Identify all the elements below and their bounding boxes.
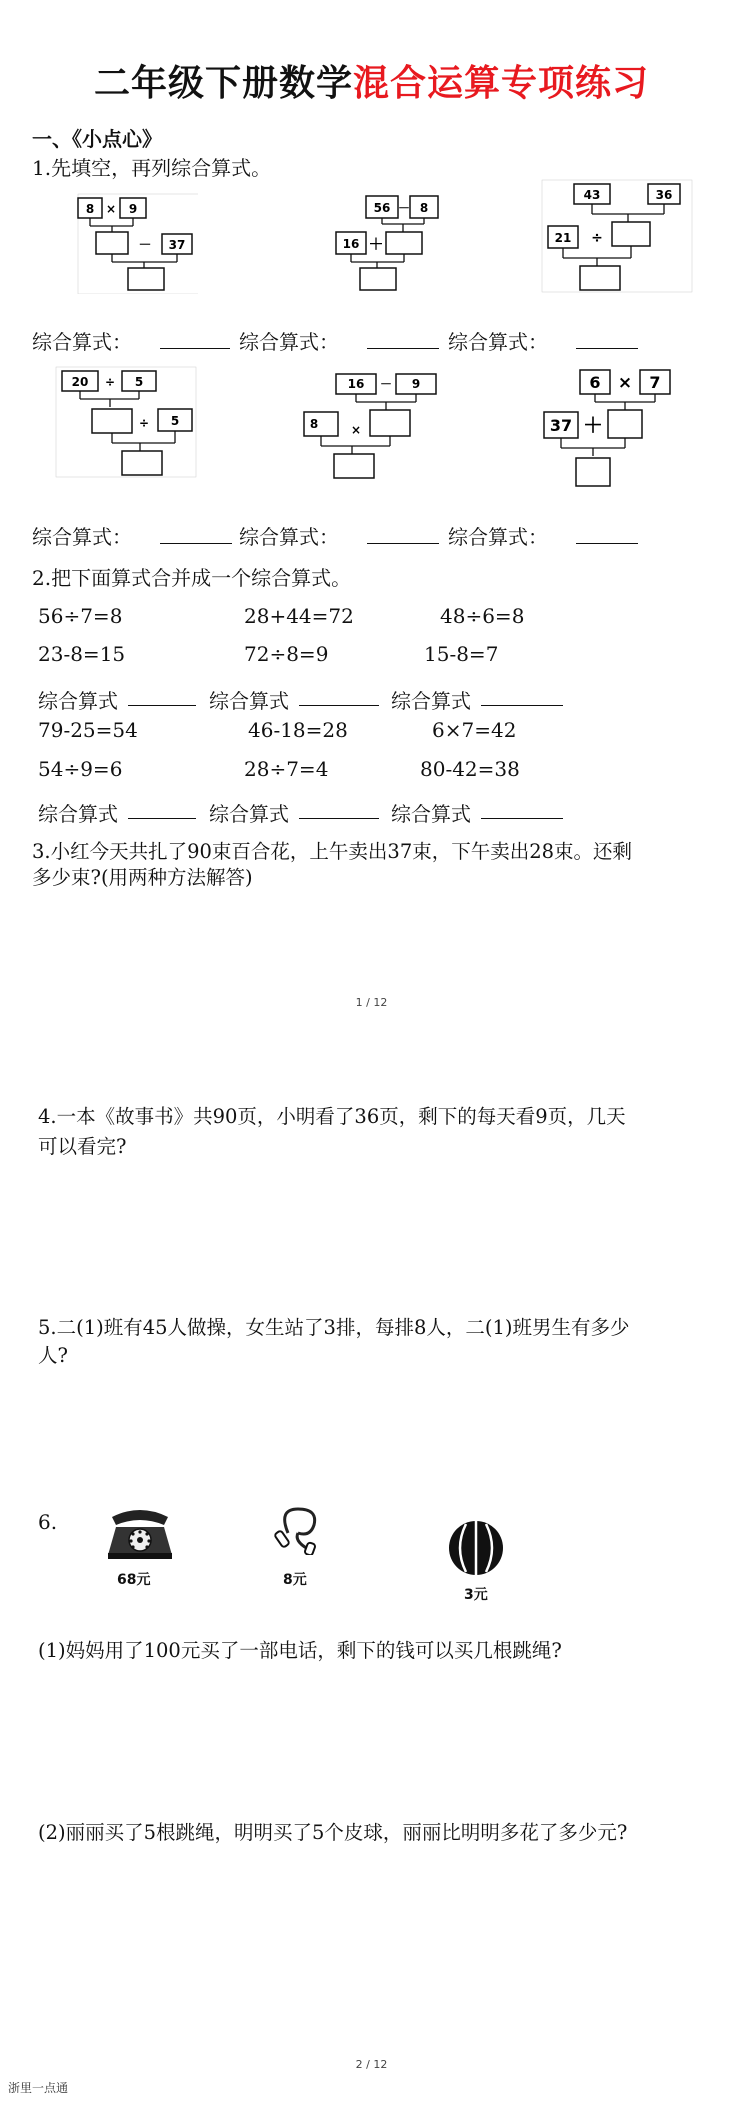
diagram-1	[58, 192, 198, 294]
q2-eq: 15-8=7	[424, 642, 499, 666]
q1-answer-label-2: 综合算式：	[239, 330, 339, 354]
q5-line2: 人?	[38, 1344, 68, 1367]
diagram-6	[540, 366, 680, 492]
q2-eq: 28÷7=4	[244, 757, 329, 781]
q2-eq: 56÷7=8	[38, 604, 123, 628]
diagram-6-op2: ＋	[583, 413, 603, 437]
diagram-5-op2: ×	[350, 423, 362, 437]
diagram-5-a: 16	[347, 377, 365, 391]
q2-eq: 72÷8=9	[244, 642, 329, 666]
diagram-6-c: 37	[549, 416, 573, 435]
diagram-1-a: 8	[85, 202, 95, 216]
q1-answer-label-3: 综合算式：	[448, 330, 548, 354]
diagram-5	[300, 370, 450, 480]
diagram-4-op2: ÷	[138, 416, 150, 430]
diagram-2-b: 8	[419, 201, 429, 215]
q2-answer-blank[interactable]	[128, 818, 196, 819]
diagram-6-a: 6	[589, 373, 601, 392]
q2-eq: 48÷6=8	[440, 604, 525, 628]
q3-line1: 3.小红今天共扎了90束百合花，上午卖出37束，下午卖出28束。还剩	[32, 840, 633, 863]
q1-answer-label-1: 综合算式：	[32, 330, 132, 354]
q2-answer-label: 综合算式	[209, 802, 289, 826]
q2-eq: 6×7=42	[432, 718, 517, 742]
q1-answer-blank-2[interactable]	[367, 348, 439, 349]
q1-answer-blank-4[interactable]	[160, 543, 232, 544]
title-black: 二年级下册数学	[93, 63, 353, 104]
telephone-icon	[102, 1505, 178, 1561]
q1-answer-blank-6[interactable]	[576, 543, 638, 544]
q2-eq: 23-8=15	[38, 642, 126, 666]
diagram-2	[330, 192, 470, 294]
diagram-4	[52, 365, 202, 479]
page-title	[0, 55, 743, 106]
diagram-2-a: 56	[373, 201, 391, 215]
q1-answer-label-5: 综合算式：	[239, 525, 339, 549]
section-heading: 一、《小点心》	[32, 127, 162, 151]
title-red: 混合运算专项练习	[353, 63, 650, 104]
diagram-3-a: 43	[583, 188, 601, 202]
q5-line1: 5.二(1)班有45人做操，女生站了3排，每排8人，二(1)班男生有多少	[38, 1316, 630, 1339]
q2-answer-blank[interactable]	[481, 705, 563, 706]
q3-line2: 多少束?(用两种方法解答)	[32, 866, 253, 889]
q2-answer-label: 综合算式	[38, 689, 118, 713]
q1-answer-label-6: 综合算式：	[448, 525, 548, 549]
diagram-1-op1: ×	[105, 202, 117, 216]
diagram-3-b: 36	[655, 188, 673, 202]
diagram-1-c: 37	[168, 238, 186, 252]
q6-number: 6.	[38, 1510, 58, 1534]
q4-line2: 可以看完?	[38, 1135, 127, 1158]
diagram-5-op1: －	[379, 377, 393, 391]
diagram-3-op2: ÷	[591, 230, 603, 246]
q2-answer-blank[interactable]	[128, 705, 196, 706]
diagram-5-b: 9	[411, 377, 421, 391]
q2-answer-label: 综合算式	[391, 802, 471, 826]
q1-answer-label-4: 综合算式：	[32, 525, 132, 549]
q2-eq: 46-18=28	[248, 718, 348, 742]
diagram-4-op1: ÷	[104, 375, 116, 389]
q6-sub1: (1)妈妈用了100元买了一部电话，剩下的钱可以买几根跳绳?	[38, 1639, 562, 1662]
q2-answer-label: 综合算式	[38, 802, 118, 826]
diagram-2-op2: ＋	[368, 235, 384, 253]
diagram-6-op1: ×	[617, 373, 633, 393]
q2-answer-blank[interactable]	[481, 818, 563, 819]
footer-brand: 浙里一点通	[8, 2081, 69, 2095]
ball-icon	[448, 1520, 504, 1576]
diagram-4-c: 5	[170, 414, 180, 428]
page-number: 2 / 12	[355, 2058, 388, 2071]
q2-eq: 80-42=38	[420, 757, 520, 781]
diagram-4-b: 5	[134, 375, 144, 389]
ball-price: 3元	[464, 1587, 488, 1603]
diagram-2-op1: －	[397, 201, 411, 215]
q2-answer-blank[interactable]	[299, 705, 379, 706]
q2-prompt: 2.把下面算式合并成一个综合算式。	[32, 566, 352, 590]
q2-answer-label: 综合算式	[209, 689, 289, 713]
q1-prompt: 1.先填空，再列综合算式。	[32, 156, 272, 180]
diagram-2-c: 16	[342, 237, 360, 251]
jump-rope-icon	[268, 1503, 324, 1555]
q4-line1: 4.一本《故事书》共90页，小明看了36页，剩下的每天看9页，几天	[38, 1105, 626, 1128]
q1-answer-blank-5[interactable]	[367, 543, 439, 544]
diagram-6-b: 7	[649, 373, 661, 392]
diagram-1-op2: －	[138, 238, 152, 253]
diagram-1-b: 9	[128, 202, 138, 216]
diagram-5-c: 8	[309, 417, 319, 431]
q1-answer-blank-3[interactable]	[576, 348, 638, 349]
q2-answer-blank[interactable]	[299, 818, 379, 819]
diagram-3	[540, 178, 700, 294]
diagram-3-c: 21	[554, 231, 572, 245]
telephone-price: 68元	[117, 1572, 151, 1588]
q2-eq: 54÷9=6	[38, 757, 123, 781]
jump-rope-price: 8元	[283, 1572, 307, 1588]
q2-answer-label: 综合算式	[391, 689, 471, 713]
diagram-4-a: 20	[71, 375, 89, 389]
q1-answer-blank-1[interactable]	[160, 348, 230, 349]
q2-eq: 28+44=72	[244, 604, 354, 628]
q2-eq: 79-25=54	[38, 718, 138, 742]
q6-sub2: (2)丽丽买了5根跳绳，明明买了5个皮球，丽丽比明明多花了多少元?	[38, 1821, 628, 1844]
page-number: 1 / 12	[355, 996, 388, 1009]
